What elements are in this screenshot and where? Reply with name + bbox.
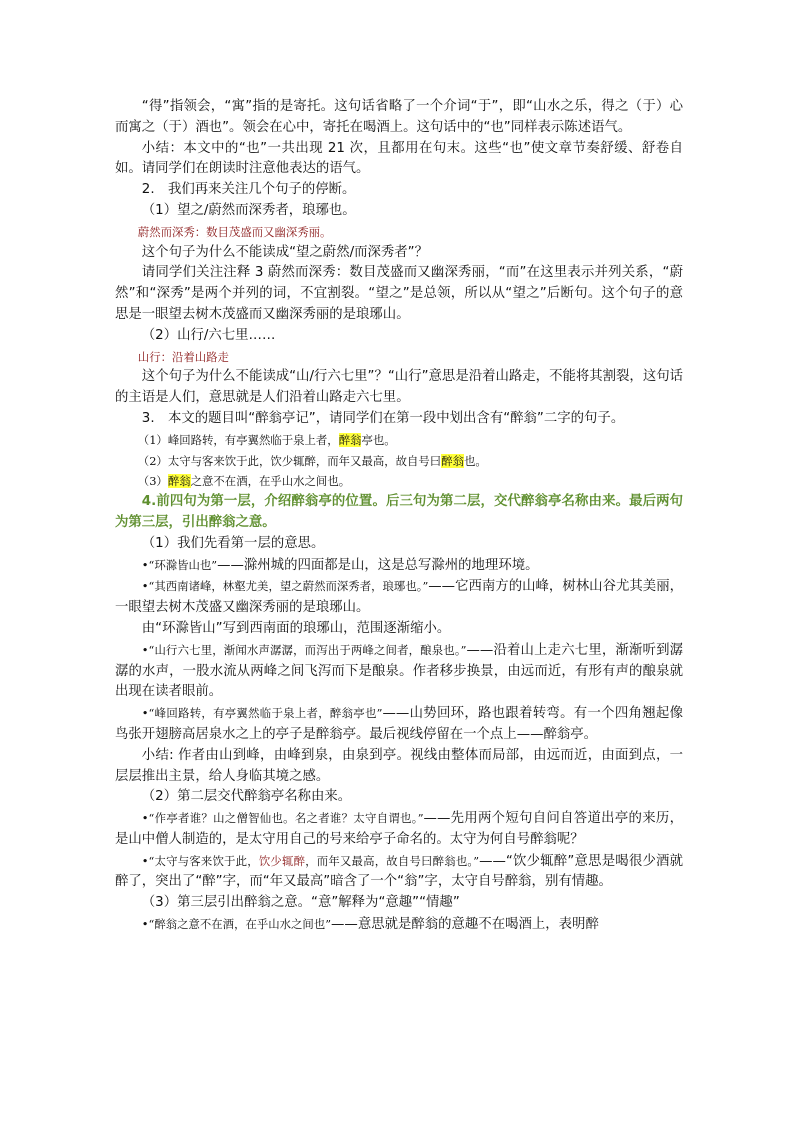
paragraph: “得”指领会，“寓”指的是寄托。这句话省略了一个介词“于”，即“山水之乐，得之（于）心而寓之（于）酒也”。领会在心中，寄托在喝酒上。这句话中的“也”同样表示陈述语气。: [115, 99, 683, 135]
bullet-text: ——沿着山上走六七里，渐渐听到潺潺的水声，一股水流从两峰之间飞泻而下是酿泉。作者移步换景，由远而近，有形有声的酿泉就出现在读者眼前。: [115, 642, 684, 700]
highlighted-text: 醉翁: [167, 474, 191, 489]
document-page: [115, 97, 683, 936]
sub-heading: （2）第二层交代醉翁亭名称由来。: [141, 789, 352, 805]
bullet-item: [115, 576, 683, 619]
section-heading-2: 2. 我们再来关注几个句子的停断。: [141, 182, 356, 198]
bullet-item: [115, 640, 683, 703]
highlighted-text: 醉翁: [338, 432, 362, 447]
bullet-quote: ，而年又最高，故自号曰醉翁也。”: [305, 853, 480, 868]
bullet-quote: •“山行六七里，渐闻水声潺潺，而泻出于两峰之间者，酿泉也。”: [141, 642, 467, 657]
quote-text: （1）峰回路转，有亭翼然临于泉上者，: [137, 432, 339, 447]
bullet-item: [115, 555, 683, 577]
bullet-quote: •“峰回路转，有亭翼然临于泉上者，醉翁亭也”: [141, 706, 383, 721]
quote-text: 之意不在酒，在乎山水之间也。: [190, 474, 351, 489]
quote-line: [115, 430, 683, 451]
quote-text: 亭也。: [361, 432, 396, 447]
bullet-quote: •“太守与客来饮于此，: [141, 853, 259, 868]
bullet-text: ——先用两个短句自问自答道出亭的来历，是山中僧人制造的，是太守用自己的号来给亭子命名的。太守为何自号醉翁呢？: [115, 811, 683, 847]
bullet-item: [115, 808, 683, 851]
quote-text: （2）太守与客来饮于此，饮少辄醉，而年又最高，故自号曰: [137, 453, 442, 468]
sub-heading: （1）我们先看第一层的意思。: [141, 535, 325, 551]
sentence-item: （1）望之/蔚然而深秀者，琅琊也。: [141, 202, 356, 218]
bullet-item: [115, 851, 683, 894]
bullet-text: ——它西南方的山峰，树林山谷尤其美丽，一眼望去树木茂盛又幽深秀丽的是琅琊山。: [115, 579, 683, 616]
quote-line: [115, 471, 683, 492]
summary-paragraph: 小结: 作者由山到峰，由峰到泉，由泉到亭。视线由整体而局部，由远而近，由面到点，一层层推出主景，给人身临其境之感。: [115, 747, 683, 784]
bullet-quote: •“其西南诸峰，林壑尤美，望之蔚然而深秀者，琅琊也。”: [141, 579, 429, 594]
quote-line: [115, 451, 683, 472]
bullet-quote: •“环滁皆山也”: [141, 557, 218, 572]
sub-heading: （3）第三层引出醉翁之意。“意”解释为“意趣”“情趣”: [141, 895, 460, 911]
paragraph: 这个句子为什么不能读成“望之蔚然/而深秀者”？: [141, 244, 428, 260]
bullet-text: ——“饮少辄醉”意思是喝很少酒就醉了，突出了“醉”字，而“年又最高”暗含了一个“翁”字，太守自号醉翁，别有情趣。: [115, 853, 684, 890]
section-heading-3: 3. 本文的题目叫“醉翁亭记”，请同学们在第一段中划出含有“醉翁”二字的句子。: [141, 410, 625, 426]
quote-text: （3）: [137, 474, 168, 489]
bullet-quote: •“醉翁之意不在酒，在乎山水之间也”: [141, 917, 332, 932]
paragraph: 由“环滁皆山”写到西南面的琅琊山，范围逐渐缩小。: [141, 620, 451, 636]
sentence-item: （2）山行/六七里……: [141, 327, 276, 343]
highlighted-text: 醉翁: [441, 453, 464, 468]
red-phrase: 饮少辄醉: [258, 853, 306, 868]
bullet-text: ——山势回环，路也跟着转弯。有一个四角翘起像鸟张开翅膀高居泉水之上的亭子是醉翁亭。最后视线停留在一个点上——醉翁亭。: [115, 706, 683, 742]
annotation-note: 山行：沿着山路走: [137, 349, 229, 364]
bullet-text: ——滁州城的四面都是山，这是总写滁州的地理环境。: [217, 557, 539, 573]
paragraph: 请同学们关注注释 3 蔚然而深秀：数目茂盛而又幽深秀丽，“而”在这里表示并列关系，“蔚然”和“深秀”是两个并列的词，不宜割裂。“望之”是总领，所以从“望之”后断句。这个句子的意思是一眼望去树木茂盛而又幽深秀丽的是琅琊山。: [115, 265, 683, 322]
bullet-quote: •“作亭者谁？山之僧智仙也。名之者谁？太守自谓也。”: [141, 811, 424, 826]
paragraph: 这个句子为什么不能读成“山/行六七里”？“山行”意思是沿着山路走，不能将其割裂，这句话的主语是人们，意思就是人们沿着山路走六七里。: [115, 369, 683, 406]
quote-text: 也。: [464, 453, 487, 468]
annotation-note: 蔚然而深秀：数目茂盛而又幽深秀丽。: [137, 224, 332, 239]
bullet-item: [115, 914, 683, 936]
green-summary-heading: 4.前四句为第一层，介绍醉翁亭的位置。后三句为第二层，交代醉翁亭名称由来。最后两句为第三层，引出醉翁之意。: [115, 494, 683, 530]
bullet-text: ——意思就是醉翁的意趣不在喝酒上，表明醉: [331, 917, 599, 933]
summary-paragraph: 小结：本文中的“也”一共出现 21 次，且都用在句末。这些“也”使文章节奏舒缓、舒卷自如。请同学们在朗读时注意他表达的语气。: [115, 140, 683, 177]
bullet-item: [115, 703, 683, 746]
